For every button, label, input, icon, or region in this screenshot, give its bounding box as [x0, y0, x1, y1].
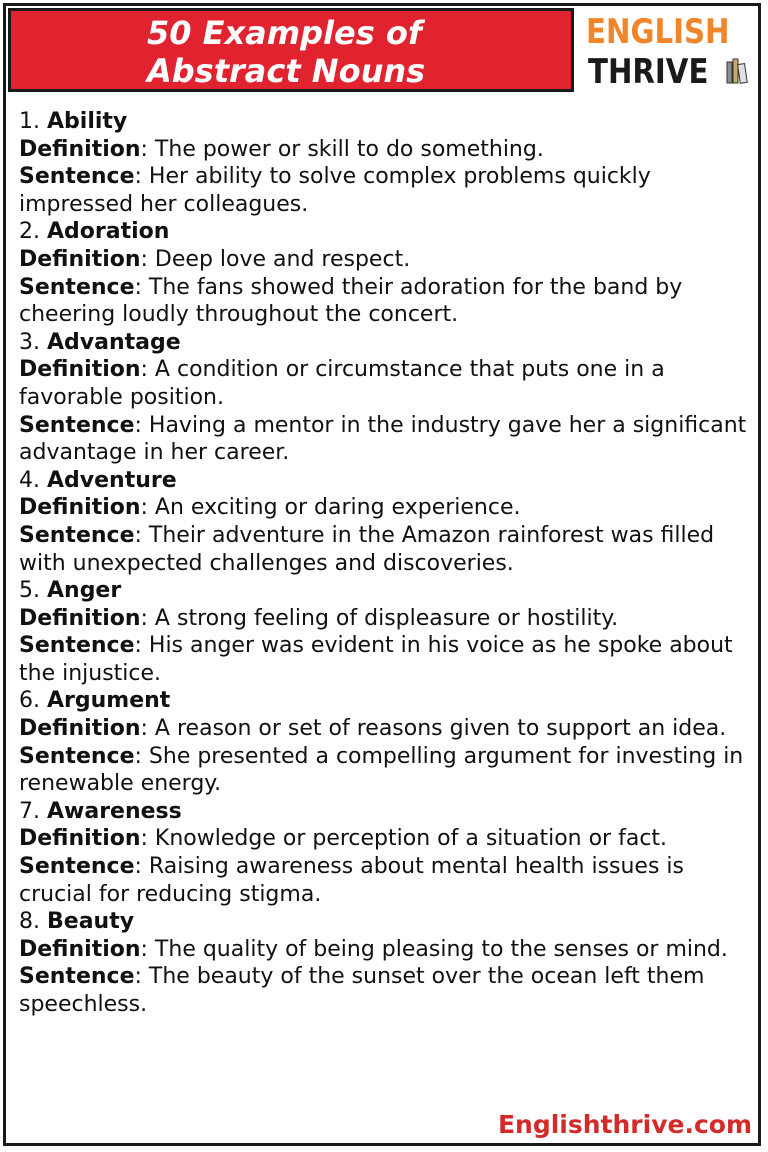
definition-text: : The power or skill to do something. [140, 136, 544, 162]
noun-word: Adventure [47, 467, 177, 493]
noun-entry [19, 218, 754, 328]
sentence-text: : His anger was evident in his voice as he spoke about the injustice. [19, 633, 733, 686]
noun-definition [19, 494, 754, 522]
sentence-label: Sentence [19, 274, 135, 300]
logo-line-2: THRIVE [588, 52, 709, 92]
definition-text: : A strong feeling of displeasure or hostility. [140, 605, 619, 631]
website-url[interactable]: Englishthrive.com [497, 1110, 752, 1139]
noun-number: 3. [19, 329, 40, 355]
noun-sentence [19, 853, 754, 908]
noun-definition [19, 136, 754, 164]
noun-word: Adoration [47, 219, 170, 245]
noun-sentence [19, 412, 754, 467]
sentence-text: : The fans showed their adoration for the band by cheering loudly throughout the concert. [19, 274, 683, 328]
sentence-text: : Her ability to solve complex problems quickly impressed her colleagues. [19, 164, 651, 217]
noun-heading [19, 467, 754, 495]
sentence-text: : Raising awareness about mental health issues is crucial for reducing stigma. [19, 854, 684, 907]
noun-heading [19, 908, 754, 936]
definition-text: : A condition or circumstance that puts one in a favorable position. [19, 357, 665, 410]
noun-list [19, 108, 754, 1019]
definition-label: Definition [19, 936, 141, 962]
sentence-label: Sentence [19, 964, 135, 990]
noun-word: Argument [47, 688, 171, 714]
noun-number: 8. [19, 909, 40, 935]
noun-sentence [19, 743, 754, 798]
sentence-label: Sentence [19, 412, 135, 438]
definition-text: : The quality of being pleasing to the senses or mind. [140, 936, 728, 962]
definition-label: Definition [19, 716, 141, 742]
noun-entry [19, 108, 754, 218]
noun-word: Advantage [47, 329, 181, 355]
sentence-label: Sentence [19, 633, 135, 659]
title-line-2: Abstract Nouns [147, 52, 426, 90]
noun-sentence [19, 522, 754, 577]
definition-text: : A reason or set of reasons given to support an idea. [140, 716, 727, 742]
noun-entry [19, 577, 754, 687]
noun-sentence [19, 163, 754, 218]
definition-label: Definition [19, 357, 141, 383]
noun-sentence [19, 274, 754, 329]
definition-label: Definition [19, 826, 141, 852]
noun-number: 7. [19, 798, 40, 824]
noun-sentence [19, 963, 754, 1018]
sentence-text: : Their adventure in the Amazon rainforest was filled with unexpected challenges and discoveries. [19, 522, 715, 576]
sentence-label: Sentence [19, 522, 135, 548]
definition-label: Definition [19, 605, 141, 631]
sentence-text: : Having a mentor in the industry gave her a significant advantage in her career. [19, 412, 747, 466]
title-banner [8, 8, 574, 92]
noun-definition [19, 246, 754, 274]
logo-line-1: ENGLISH [586, 12, 730, 52]
sentence-text: : She presented a compelling argument for investing in renewable energy. [19, 743, 744, 797]
sentence-label: Sentence [19, 743, 135, 769]
noun-number: 4. [19, 467, 40, 493]
noun-number: 1. [19, 109, 40, 134]
noun-number: 6. [19, 688, 40, 714]
noun-word: Awareness [47, 798, 182, 824]
english-thrive-logo [582, 12, 758, 92]
noun-definition [19, 936, 754, 964]
definition-text: : Knowledge or perception of a situation or fact. [140, 826, 668, 852]
sentence-text: : The beauty of the sunset over the ocean left them speechless. [19, 964, 705, 1017]
noun-heading [19, 218, 754, 246]
noun-number: 2. [19, 219, 40, 245]
noun-definition [19, 605, 754, 633]
noun-definition [19, 715, 754, 743]
title-line-1: 50 Examples of [147, 14, 422, 52]
noun-entry [19, 687, 754, 797]
definition-label: Definition [19, 136, 141, 162]
sentence-label: Sentence [19, 854, 135, 880]
noun-heading [19, 687, 754, 715]
noun-heading [19, 108, 754, 136]
definition-label: Definition [19, 495, 141, 521]
noun-heading [19, 577, 754, 605]
noun-heading [19, 329, 754, 357]
noun-number: 5. [19, 578, 40, 604]
definition-label: Definition [19, 246, 141, 272]
sentence-label: Sentence [19, 164, 135, 190]
noun-word: Beauty [47, 909, 135, 935]
definition-text: : Deep love and respect. [140, 246, 411, 272]
books-icon [726, 56, 748, 84]
definition-text: : An exciting or daring experience. [140, 495, 521, 521]
noun-entry [19, 908, 754, 1018]
noun-definition [19, 825, 754, 853]
noun-entry [19, 329, 754, 467]
noun-sentence [19, 632, 754, 687]
noun-heading [19, 798, 754, 826]
noun-entry [19, 798, 754, 908]
noun-entry [19, 467, 754, 577]
noun-definition [19, 356, 754, 411]
noun-word: Anger [47, 578, 122, 604]
noun-word: Ability [47, 109, 128, 134]
